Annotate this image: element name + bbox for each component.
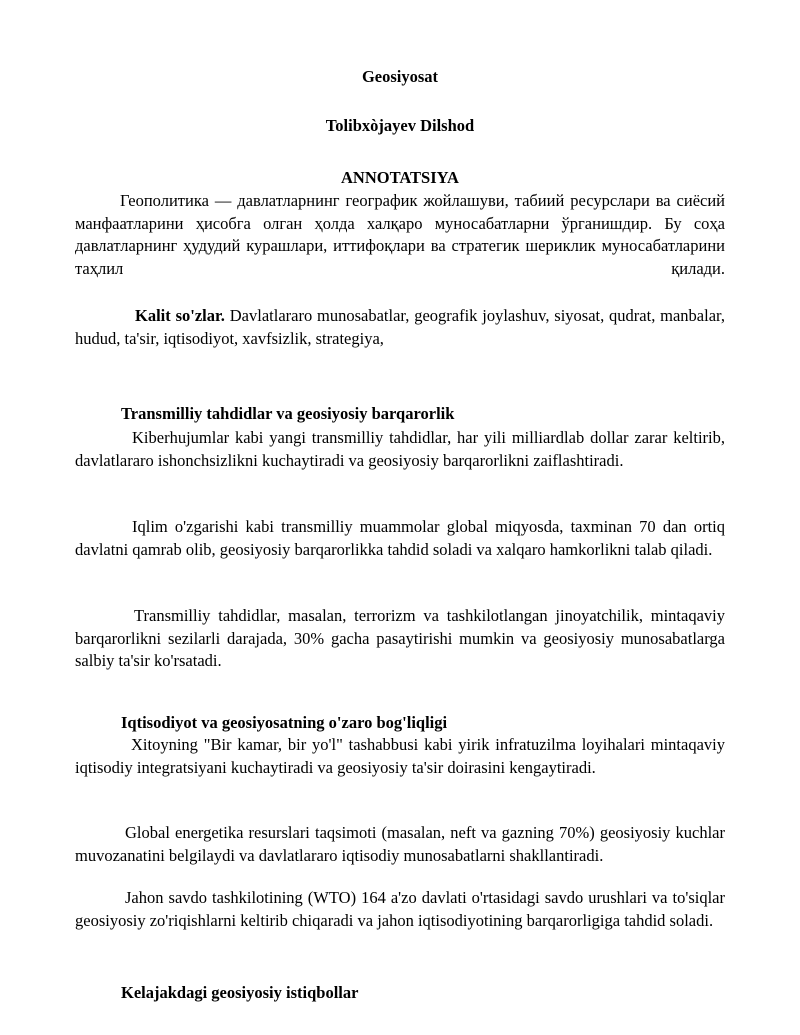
paper-title: Geosiyosat (361, 67, 439, 86)
section-paragraph: Global energetika resurslari taqsimoti (masalan, neft va gazning 70%) geosiyosiy kuchlar muvozanatini belgilaydi va davlatlararo iqtisodiy munosabatlarni shakllantiradi. (75, 823, 725, 865)
section-paragraph: Xitoyning "Bir kamar, bir yo'l" tashabbusi kabi yirik infratuzilma loyihalari mintaqaviy iqtisodiy integratsiyani kuchaytiradi va geosiyosiy ta'sir doirasini kengaytiradi. (75, 735, 725, 777)
keywords-paragraph (75, 305, 725, 350)
abstract-heading: ANNOTATSIYA (341, 168, 459, 187)
section-paragraph: Iqlim o'zgarishi kabi transmilliy muammolar global miqyosda, taxminan 70 dan ortiq davlatni qamrab olib, geosiyosiy barqarorlikka tahdid soladi va xalqaro hamkorlikni talab qiladi. (75, 517, 725, 559)
section-paragraph: Transmilliy tahdidlar, masalan, terrorizm va tashkilotlangan jinoyatchilik, mintaqaviy barqarorlikni sezilarli darajada, 30% gacha pasaytirishi mumkin va geosiyosiy munosabatlarga salbiy ta'sir ko'rsatadi. (75, 606, 725, 671)
abstract-text: Геополитика — давлатларнинг географик жойлашуви, табиий ресурслари ва сиёсий манфаатларини ҳисобга олган ҳолда халқаро муносабатларни ўрганишдир. Бу соҳа давлатларнинг ҳудудий курашлари, иттифоқлари ва стратегик шериклик муносабатларини таҳлил қилади. (75, 191, 725, 278)
author-name: Tolibxòjayev Dilshod (325, 116, 475, 135)
keywords-label: Kalit so'zlar. (135, 306, 225, 325)
section-paragraph: Jahon savdo tashkilotining (WTO) 164 a'zo davlati o'rtasidagi savdo urushlari va to'siqlar geosiyosiy zo'riqishlarni keltirib chiqaradi va jahon iqtisodiyotining barqarorligiga tahdid soladi. (75, 888, 725, 930)
section-heading: Transmilliy tahdidlar va geosiyosiy barqarorlik (121, 404, 455, 423)
keywords-text: Davlatlararo munosabatlar, geografik joylashuv, siyosat, qudrat, manbalar, hudud, ta'sir, iqtisodiyot, xavfsizlik, strategiya, (75, 306, 725, 348)
section-heading: Iqtisodiyot va geosiyosatning o'zaro bog'liqligi (121, 713, 448, 732)
section-heading: Kelajakdagi geosiyosiy istiqbollar (121, 983, 359, 1002)
section-paragraph: Kiberhujumlar kabi yangi transmilliy tahdidlar, har yili milliardlab dollar zarar keltirib, davlatlararo ishonchsizlikni kuchaytiradi va geosiyosiy barqarorlikni zaiflashtiradi. (75, 428, 725, 470)
